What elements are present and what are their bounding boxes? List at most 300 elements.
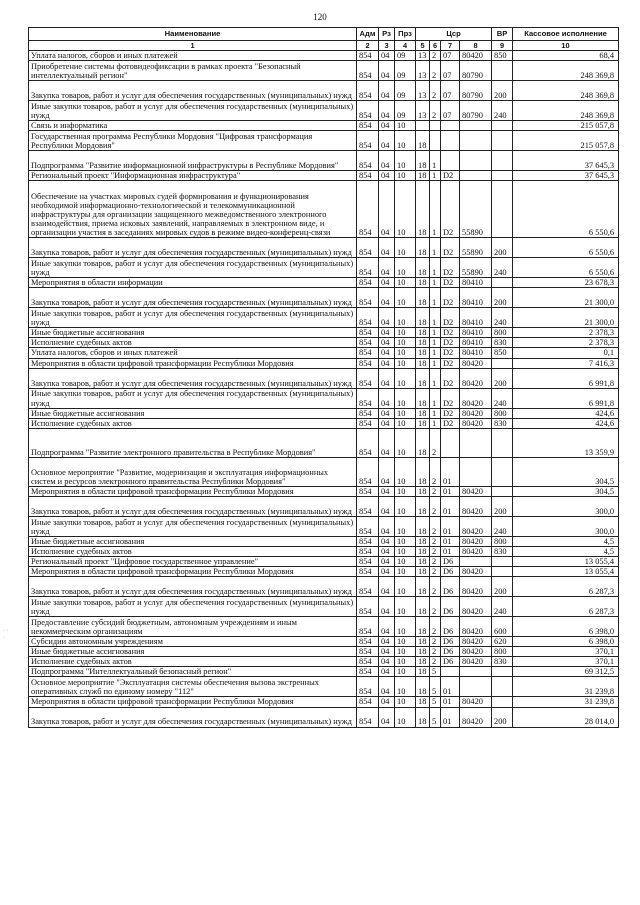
cell-name: Иные закупки товаров, работ и услуг для обеспечения государственных (муниципальных) нужд bbox=[29, 308, 357, 328]
cell-adm: 854 bbox=[357, 238, 379, 258]
cell-prz: 10 bbox=[395, 388, 416, 408]
cell-name: Закупка товаров, работ и услуг для обеспечения государственных (муниципальных) нужд bbox=[29, 288, 357, 308]
cell-vr bbox=[492, 181, 513, 238]
cell-name: Исполнение судебных актов bbox=[29, 338, 357, 348]
cell-csr-event: D2 bbox=[441, 338, 460, 348]
cell-rz: 04 bbox=[379, 278, 395, 288]
cell-csr-direction: 80420 bbox=[460, 358, 492, 368]
cell-name: Приобретение системы фотовидеофиксации в рамках проекта "Безопасный интеллектуальный регион" bbox=[29, 61, 357, 81]
cell-rz: 04 bbox=[379, 707, 395, 727]
cell-amount: 370,1 bbox=[513, 657, 619, 667]
table-row bbox=[29, 151, 619, 171]
cell-name: Закупка товаров, работ и услуг для обеспечения государственных (муниципальных) нужд bbox=[29, 496, 357, 516]
cell-rz: 04 bbox=[379, 131, 395, 151]
cell-amount: 13 359,9 bbox=[513, 428, 619, 457]
cell-prz: 10 bbox=[395, 677, 416, 697]
cell-csr-program: 13 bbox=[416, 61, 430, 81]
cell-csr-direction: 80410 bbox=[460, 308, 492, 328]
table-row bbox=[29, 171, 619, 181]
cell-amount: 68,4 bbox=[513, 51, 619, 61]
cell-csr-event: D6 bbox=[441, 597, 460, 617]
cell-rz: 04 bbox=[379, 546, 395, 556]
cell-name: Подпрограмма "Развитие электронного правительства в Республике Мордовия" bbox=[29, 428, 357, 457]
cell-amount: 4,5 bbox=[513, 546, 619, 556]
cell-rz: 04 bbox=[379, 408, 395, 418]
cell-csr-direction: 80410 bbox=[460, 278, 492, 288]
cell-prz: 10 bbox=[395, 496, 416, 516]
cell-csr-event: 01 bbox=[441, 496, 460, 516]
cell-csr-direction: 80420 bbox=[460, 486, 492, 496]
cell-prz: 10 bbox=[395, 546, 416, 556]
cell-csr-subprogram: 2 bbox=[430, 546, 441, 556]
table-row bbox=[29, 707, 619, 727]
cell-rz: 04 bbox=[379, 61, 395, 81]
cell-csr-direction: 80420 bbox=[460, 51, 492, 61]
cell-csr-program: 18 bbox=[416, 637, 430, 647]
cell-csr-event: D2 bbox=[441, 171, 460, 181]
cell-amount: 28 014,0 bbox=[513, 707, 619, 727]
cell-csr-event: 01 bbox=[441, 677, 460, 697]
cell-name: Мероприятия в области цифровой трансформации Республики Мордовия bbox=[29, 358, 357, 368]
cell-adm: 854 bbox=[357, 101, 379, 121]
table-row bbox=[29, 368, 619, 388]
cell-csr-program: 13 bbox=[416, 101, 430, 121]
cell-rz: 04 bbox=[379, 667, 395, 677]
cell-prz: 10 bbox=[395, 308, 416, 328]
cell-amount: 6 287,3 bbox=[513, 577, 619, 597]
cell-prz: 09 bbox=[395, 61, 416, 81]
cell-rz: 04 bbox=[379, 577, 395, 597]
cell-csr-program: 18 bbox=[416, 516, 430, 536]
cell-amount: 7 416,3 bbox=[513, 358, 619, 368]
cell-name: Подпрограмма "Интеллектуальный безопасный регион" bbox=[29, 667, 357, 677]
cell-csr-program: 18 bbox=[416, 486, 430, 496]
cell-prz: 10 bbox=[395, 536, 416, 546]
cell-csr-event: D6 bbox=[441, 657, 460, 667]
cell-rz: 04 bbox=[379, 258, 395, 278]
cell-csr-program: 18 bbox=[416, 457, 430, 486]
cell-csr-event: D2 bbox=[441, 348, 460, 358]
cell-amount: 37 645,3 bbox=[513, 171, 619, 181]
cell-csr-event bbox=[441, 151, 460, 171]
cell-csr-direction: 80420 bbox=[460, 567, 492, 577]
cell-prz: 10 bbox=[395, 516, 416, 536]
cell-prz: 10 bbox=[395, 328, 416, 338]
cell-prz: 10 bbox=[395, 617, 416, 637]
cell-name: Региональный проект "Информационная инфраструктура" bbox=[29, 171, 357, 181]
cell-amount: 13 055,4 bbox=[513, 567, 619, 577]
cell-csr-subprogram: 2 bbox=[430, 637, 441, 647]
cell-csr-subprogram: 1 bbox=[430, 348, 441, 358]
cell-csr-direction bbox=[460, 457, 492, 486]
col-num: 1 bbox=[29, 41, 357, 51]
cell-name: Субсидии автономным учреждениям bbox=[29, 637, 357, 647]
cell-adm: 854 bbox=[357, 536, 379, 546]
cell-csr-program: 18 bbox=[416, 181, 430, 238]
cell-csr-subprogram: 2 bbox=[430, 617, 441, 637]
col-num: 8 bbox=[460, 41, 492, 51]
cell-csr-event: 01 bbox=[441, 516, 460, 536]
cell-csr-program: 18 bbox=[416, 238, 430, 258]
cell-adm: 854 bbox=[357, 151, 379, 171]
cell-csr-direction: 80790 bbox=[460, 81, 492, 101]
cell-csr-event: D2 bbox=[441, 308, 460, 328]
cell-name: Мероприятия в области цифровой трансформации Республики Мордовия bbox=[29, 697, 357, 707]
cell-rz: 04 bbox=[379, 677, 395, 697]
cell-csr-event: D2 bbox=[441, 328, 460, 338]
cell-vr: 200 bbox=[492, 81, 513, 101]
cell-adm: 854 bbox=[357, 181, 379, 238]
cell-vr: 240 bbox=[492, 597, 513, 617]
cell-rz: 04 bbox=[379, 181, 395, 238]
cell-csr-subprogram: 2 bbox=[430, 536, 441, 546]
cell-amount: 0,1 bbox=[513, 348, 619, 358]
budget-table bbox=[28, 27, 619, 728]
cell-name: Иные закупки товаров, работ и услуг для обеспечения государственных (муниципальных) нужд bbox=[29, 388, 357, 408]
cell-name: Обеспечение на участках мировых судей формирования и функционирования необходимой информационно-технологической и телекоммуникационной инфраструктуры для организации защищенного межведомственного электронного взаимодействия, приема исковых заявлений, направляемых в электронном виде, и организации участия в заседаниях мировых судов в режиме видео-конференц-связи bbox=[29, 181, 357, 238]
table-row bbox=[29, 457, 619, 486]
cell-csr-subprogram: 2 bbox=[430, 486, 441, 496]
table-row bbox=[29, 418, 619, 428]
table-row bbox=[29, 496, 619, 516]
cell-csr-program: 18 bbox=[416, 577, 430, 597]
cell-csr-subprogram: 2 bbox=[430, 647, 441, 657]
cell-csr-direction: 80420 bbox=[460, 637, 492, 647]
cell-amount: 6 550,6 bbox=[513, 181, 619, 238]
cell-csr-event: 01 bbox=[441, 536, 460, 546]
table-body bbox=[29, 51, 619, 728]
cell-amount: 248 369,8 bbox=[513, 81, 619, 101]
cell-csr-subprogram: 1 bbox=[430, 328, 441, 338]
cell-name: Уплата налогов, сборов и иных платежей bbox=[29, 51, 357, 61]
table-row bbox=[29, 131, 619, 151]
cell-csr-program: 18 bbox=[416, 258, 430, 278]
cell-vr: 200 bbox=[492, 238, 513, 258]
cell-csr-direction: 80420 bbox=[460, 418, 492, 428]
cell-csr-direction bbox=[460, 121, 492, 131]
cell-csr-program: 18 bbox=[416, 338, 430, 348]
cell-vr: 600 bbox=[492, 617, 513, 637]
cell-amount: 6 991,8 bbox=[513, 368, 619, 388]
cell-csr-direction bbox=[460, 131, 492, 151]
table-row bbox=[29, 61, 619, 81]
cell-prz: 10 bbox=[395, 121, 416, 131]
cell-rz: 04 bbox=[379, 338, 395, 348]
cell-csr-subprogram: 2 bbox=[430, 81, 441, 101]
cell-rz: 04 bbox=[379, 597, 395, 617]
cell-csr-subprogram: 2 bbox=[430, 577, 441, 597]
cell-csr-event: 07 bbox=[441, 81, 460, 101]
cell-prz: 10 bbox=[395, 408, 416, 418]
cell-vr: 800 bbox=[492, 408, 513, 418]
cell-adm: 854 bbox=[357, 496, 379, 516]
table-row bbox=[29, 667, 619, 677]
cell-adm: 854 bbox=[357, 278, 379, 288]
cell-csr-event: D2 bbox=[441, 238, 460, 258]
table-row bbox=[29, 258, 619, 278]
cell-vr bbox=[492, 278, 513, 288]
table-row bbox=[29, 121, 619, 131]
cell-csr-program: 18 bbox=[416, 496, 430, 516]
cell-adm: 854 bbox=[357, 348, 379, 358]
cell-prz: 10 bbox=[395, 637, 416, 647]
cell-csr-program: 18 bbox=[416, 368, 430, 388]
cell-amount: 300,0 bbox=[513, 496, 619, 516]
cell-name: Уплата налогов, сборов и иных платежей bbox=[29, 348, 357, 358]
cell-csr-subprogram: 1 bbox=[430, 358, 441, 368]
cell-vr bbox=[492, 131, 513, 151]
cell-csr-event: D6 bbox=[441, 577, 460, 597]
page-number: 120 bbox=[313, 12, 327, 22]
cell-vr: 850 bbox=[492, 348, 513, 358]
cell-csr-direction: 80420 bbox=[460, 707, 492, 727]
cell-amount: 21 300,0 bbox=[513, 288, 619, 308]
cell-adm: 854 bbox=[357, 657, 379, 667]
cell-csr-subprogram: 1 bbox=[430, 338, 441, 348]
cell-csr-event: 01 bbox=[441, 546, 460, 556]
cell-adm: 854 bbox=[357, 697, 379, 707]
cell-csr-event: D2 bbox=[441, 358, 460, 368]
cell-csr-direction: 80420 bbox=[460, 657, 492, 667]
cell-csr-subprogram: 2 bbox=[430, 516, 441, 536]
cell-prz: 09 bbox=[395, 101, 416, 121]
cell-rz: 04 bbox=[379, 697, 395, 707]
cell-vr bbox=[492, 358, 513, 368]
side-mark: · · · bbox=[3, 628, 9, 641]
cell-prz: 10 bbox=[395, 338, 416, 348]
cell-csr-direction bbox=[460, 557, 492, 567]
table-row bbox=[29, 408, 619, 418]
cell-csr-direction: 80410 bbox=[460, 288, 492, 308]
cell-csr-direction: 80410 bbox=[460, 348, 492, 358]
cell-csr-subprogram: 2 bbox=[430, 61, 441, 81]
cell-csr-program: 18 bbox=[416, 667, 430, 677]
cell-vr bbox=[492, 428, 513, 457]
cell-csr-subprogram: 1 bbox=[430, 181, 441, 238]
cell-csr-program: 18 bbox=[416, 677, 430, 697]
cell-csr-subprogram: 1 bbox=[430, 308, 441, 328]
cell-csr-program: 13 bbox=[416, 51, 430, 61]
cell-name: Мероприятия в области цифровой трансформации Республики Мордовия bbox=[29, 567, 357, 577]
col-num: 2 bbox=[357, 41, 379, 51]
cell-rz: 04 bbox=[379, 388, 395, 408]
cell-vr: 800 bbox=[492, 647, 513, 657]
cell-csr-direction: 80420 bbox=[460, 536, 492, 546]
cell-csr-subprogram: 2 bbox=[430, 496, 441, 516]
cell-name: Исполнение судебных актов bbox=[29, 418, 357, 428]
header-csr: Цср bbox=[416, 28, 492, 41]
cell-rz: 04 bbox=[379, 151, 395, 171]
cell-prz: 10 bbox=[395, 486, 416, 496]
table-row bbox=[29, 338, 619, 348]
cell-name: Иные закупки товаров, работ и услуг для обеспечения государственных (муниципальных) нужд bbox=[29, 258, 357, 278]
cell-amount: 31 239,8 bbox=[513, 697, 619, 707]
cell-csr-program: 18 bbox=[416, 567, 430, 577]
cell-csr-event: D6 bbox=[441, 617, 460, 637]
cell-adm: 854 bbox=[357, 51, 379, 61]
cell-adm: 854 bbox=[357, 707, 379, 727]
cell-csr-program: 18 bbox=[416, 388, 430, 408]
cell-csr-event: 01 bbox=[441, 697, 460, 707]
cell-amount: 69 312,5 bbox=[513, 667, 619, 677]
header-rz: Рз bbox=[379, 28, 395, 41]
cell-rz: 04 bbox=[379, 238, 395, 258]
cell-csr-direction: 80420 bbox=[460, 697, 492, 707]
cell-amount: 6 550,6 bbox=[513, 238, 619, 258]
cell-csr-event: 07 bbox=[441, 61, 460, 81]
cell-name: Региональный проект "Цифровое государственное управление" bbox=[29, 557, 357, 567]
cell-csr-direction bbox=[460, 151, 492, 171]
cell-csr-event bbox=[441, 667, 460, 677]
cell-prz: 10 bbox=[395, 358, 416, 368]
cell-vr: 200 bbox=[492, 368, 513, 388]
cell-name: Иные бюджетные ассигнования bbox=[29, 408, 357, 418]
table-row bbox=[29, 288, 619, 308]
table-row bbox=[29, 181, 619, 238]
table-row bbox=[29, 358, 619, 368]
cell-csr-program: 18 bbox=[416, 328, 430, 338]
cell-csr-event: D6 bbox=[441, 567, 460, 577]
cell-rz: 04 bbox=[379, 418, 395, 428]
cell-csr-event: D2 bbox=[441, 408, 460, 418]
cell-csr-subprogram: 5 bbox=[430, 667, 441, 677]
table-row bbox=[29, 238, 619, 258]
cell-vr: 620 bbox=[492, 637, 513, 647]
cell-name: Основное мероприятие "Эксплуатация системы обеспечения вызова экстренных оперативных служб по единому номеру "112" bbox=[29, 677, 357, 697]
cell-amount: 424,6 bbox=[513, 408, 619, 418]
cell-prz: 10 bbox=[395, 597, 416, 617]
cell-adm: 854 bbox=[357, 358, 379, 368]
cell-csr-direction: 80420 bbox=[460, 388, 492, 408]
cell-adm: 854 bbox=[357, 637, 379, 647]
cell-amount: 248 369,8 bbox=[513, 101, 619, 121]
cell-csr-event: D2 bbox=[441, 388, 460, 408]
cell-adm: 854 bbox=[357, 121, 379, 131]
cell-csr-program: 18 bbox=[416, 428, 430, 457]
cell-csr-direction bbox=[460, 171, 492, 181]
cell-prz: 10 bbox=[395, 647, 416, 657]
cell-rz: 04 bbox=[379, 536, 395, 546]
cell-amount: 304,5 bbox=[513, 457, 619, 486]
cell-prz: 10 bbox=[395, 278, 416, 288]
cell-csr-direction bbox=[460, 677, 492, 697]
cell-prz: 10 bbox=[395, 657, 416, 667]
cell-amount: 21 300,0 bbox=[513, 308, 619, 328]
cell-adm: 854 bbox=[357, 516, 379, 536]
cell-prz: 10 bbox=[395, 131, 416, 151]
cell-name: Подпрограмма "Развитие информационной инфраструктуры в Республике Мордовия" bbox=[29, 151, 357, 171]
col-num: 3 bbox=[379, 41, 395, 51]
cell-csr-event: 07 bbox=[441, 101, 460, 121]
cell-csr-subprogram: 5 bbox=[430, 697, 441, 707]
cell-adm: 854 bbox=[357, 338, 379, 348]
cell-adm: 854 bbox=[357, 486, 379, 496]
cell-csr-direction: 80420 bbox=[460, 408, 492, 418]
cell-amount: 23 678,3 bbox=[513, 278, 619, 288]
cell-amount: 2 378,3 bbox=[513, 338, 619, 348]
cell-rz: 04 bbox=[379, 328, 395, 338]
cell-csr-direction: 80420 bbox=[460, 516, 492, 536]
cell-csr-subprogram: 1 bbox=[430, 258, 441, 278]
cell-name: Предоставление субсидий бюджетным, автономным учреждениям и иным некоммерческим организациям bbox=[29, 617, 357, 637]
cell-vr bbox=[492, 171, 513, 181]
cell-csr-event bbox=[441, 131, 460, 151]
cell-csr-subprogram: 2 bbox=[430, 101, 441, 121]
cell-vr bbox=[492, 151, 513, 171]
cell-amount: 300,0 bbox=[513, 516, 619, 536]
cell-adm: 854 bbox=[357, 61, 379, 81]
cell-amount: 6 398,0 bbox=[513, 637, 619, 647]
header-adm: Адм bbox=[357, 28, 379, 41]
cell-csr-program: 18 bbox=[416, 597, 430, 617]
cell-adm: 854 bbox=[357, 258, 379, 278]
cell-csr-program: 18 bbox=[416, 657, 430, 667]
cell-csr-event: D6 bbox=[441, 637, 460, 647]
header-amount: Кассовое исполнение bbox=[513, 28, 619, 41]
cell-amount: 370,1 bbox=[513, 647, 619, 657]
table-row bbox=[29, 101, 619, 121]
cell-adm: 854 bbox=[357, 418, 379, 428]
table-row bbox=[29, 51, 619, 61]
cell-vr: 240 bbox=[492, 258, 513, 278]
cell-adm: 854 bbox=[357, 597, 379, 617]
cell-amount: 37 645,3 bbox=[513, 151, 619, 171]
cell-prz: 10 bbox=[395, 567, 416, 577]
table-header bbox=[29, 28, 619, 51]
cell-adm: 854 bbox=[357, 677, 379, 697]
cell-rz: 04 bbox=[379, 81, 395, 101]
cell-csr-program: 18 bbox=[416, 171, 430, 181]
cell-amount: 215 057,8 bbox=[513, 131, 619, 151]
table-row bbox=[29, 81, 619, 101]
cell-name: Иные бюджетные ассигнования bbox=[29, 647, 357, 657]
cell-adm: 854 bbox=[357, 81, 379, 101]
header-vr: ВР bbox=[492, 28, 513, 41]
cell-csr-subprogram: 5 bbox=[430, 707, 441, 727]
cell-csr-direction: 80790 bbox=[460, 61, 492, 81]
cell-rz: 04 bbox=[379, 51, 395, 61]
cell-csr-program: 18 bbox=[416, 536, 430, 546]
cell-vr bbox=[492, 61, 513, 81]
cell-csr-event: D2 bbox=[441, 181, 460, 238]
col-num: 5 bbox=[416, 41, 430, 51]
cell-csr-subprogram: 1 bbox=[430, 388, 441, 408]
cell-rz: 04 bbox=[379, 617, 395, 637]
cell-csr-event: D2 bbox=[441, 258, 460, 278]
cell-csr-program: 18 bbox=[416, 288, 430, 308]
cell-name: Мероприятия в области цифровой трансформации Республики Мордовия bbox=[29, 486, 357, 496]
cell-vr: 200 bbox=[492, 577, 513, 597]
cell-csr-program: 13 bbox=[416, 81, 430, 101]
cell-csr-program: 18 bbox=[416, 617, 430, 637]
cell-vr: 830 bbox=[492, 657, 513, 667]
cell-vr: 240 bbox=[492, 101, 513, 121]
cell-prz: 10 bbox=[395, 707, 416, 727]
cell-adm: 854 bbox=[357, 171, 379, 181]
cell-prz: 10 bbox=[395, 428, 416, 457]
table-row bbox=[29, 328, 619, 338]
cell-csr-subprogram: 1 bbox=[430, 408, 441, 418]
cell-csr-subprogram: 2 bbox=[430, 557, 441, 567]
cell-csr-subprogram: 1 bbox=[430, 278, 441, 288]
cell-prz: 10 bbox=[395, 238, 416, 258]
cell-amount: 2 378,3 bbox=[513, 328, 619, 338]
cell-prz: 10 bbox=[395, 348, 416, 358]
cell-csr-event: D6 bbox=[441, 647, 460, 657]
cell-csr-subprogram: 1 bbox=[430, 288, 441, 308]
cell-vr: 850 bbox=[492, 51, 513, 61]
cell-rz: 04 bbox=[379, 171, 395, 181]
